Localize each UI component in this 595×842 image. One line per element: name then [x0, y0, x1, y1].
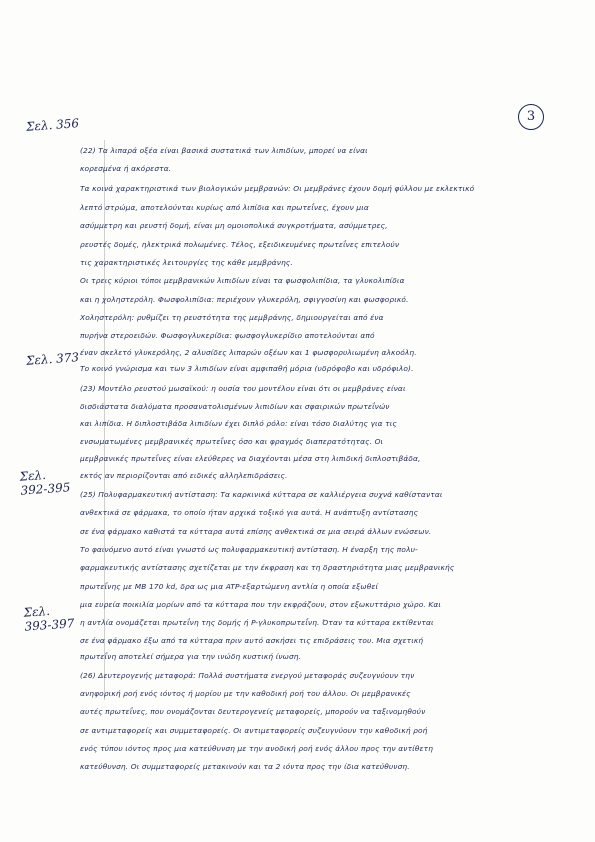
text-line: πρωτεΐνης με ΜΒ 170 kd, δρα ως μια ATP-εξαρτώμενη αντλία η οποία εξωθεί [80, 582, 379, 591]
text-line: κορεσμένα ή ακόρεστα. [80, 164, 172, 173]
page-number: 3 [526, 109, 536, 124]
text-line: (22) Τα λιπαρά οξέα είναι βασικά συστατικά των λιπιδίων, μπορεί να είναι [80, 146, 368, 155]
margin-note-2: Σελ. 373 [25, 350, 80, 368]
text-line: αυτές πρωτεΐνες, που ονομάζονται δευτερογενείς μεταφορείς, μπορούν να ταξινομηθούν [80, 707, 426, 716]
text-line: εκτός αν περιορίζονται από ειδικές αλληλεπιδράσεις. [80, 471, 288, 480]
text-line: Χοληστερόλη: ρυθμίζει τη ρευστότητα της μεμβράνης, δημιουργείται από ένα [80, 313, 384, 322]
text-line: (26) Δευτερογενής μεταφορά: Πολλά συστήματα ενεργού μεταφοράς συζευγνύουν την [80, 671, 415, 680]
text-line: η αντλία ονομάζεται πρωτεΐνη της δομής ή P-γλυκοπρωτεΐνη. Όταν τα κύτταρα εκτίθενται [80, 618, 434, 627]
text-line: και λιπίδια. Η διπλοστιβάδα λιπιδίων έχει διπλό ρόλο: είναι τόσο διαλύτης για τις [80, 419, 397, 428]
text-line: ενσωματωμένες μεμβρανικές πρωτεΐνες όσο και φραγμός διαπερατότητας. Οι [80, 437, 384, 446]
text-line: φαρμακευτικής αντίστασης σχετίζεται με την έκφραση και τη δραστηριότητα μιας μεμβρανικής [80, 563, 455, 572]
text-line: Τα κοινά χαρακτηριστικά των βιολογικών μεμβρανών: Οι μεμβράνες έχουν δομή φύλλου με εκλεκτικό [80, 184, 475, 193]
text-line: σε ένα φάρμακο έξω από τα κύτταρα πριν αυτό ασκήσει τις επιδράσεις του. Μια σχετική [80, 636, 424, 645]
text-line: κατεύθυνση. Οι συμμεταφορείς μετακινούν και τα 2 ιόντα προς την ίδια κατεύθυνση. [80, 762, 410, 771]
text-line: ανηφορική ροή ενός ιόντος ή μορίου με την καθοδική ροή του άλλου. Οι μεμβρανικές [80, 689, 411, 698]
text-line: λεπτό στρώμα, αποτελούνται κυρίως από λιπίδια και πρωτεΐνες, έχουν μια [80, 203, 369, 212]
text-line: δισδιάστατα διαλύματα προσανατολισμένων λιπιδίων και σφαιρικών πρωτεΐνών [80, 402, 390, 411]
text-line: σε αντιμεταφορείς και συμμεταφορείς. Οι αντιμεταφορείς συζευγνύουν την καθοδική ροή [80, 726, 428, 735]
margin-note-1: Σελ. 356 [25, 116, 80, 134]
text-line: (25) Πολυφαρμακευτική αντίσταση: Τα καρκινικά κύτταρα σε καλλιέργεια συχνά καθίστανται [80, 490, 443, 499]
text-line: σε ένα φάρμακο καθιστά τα κύτταρα αυτά επίσης ανθεκτικά σε μια σειρά άλλων ενώσεων. [80, 527, 432, 536]
text-line: έναν σκελετό γλυκερόλης, 2 αλυσίδες λιπαρών οξέων και 1 φωσφορυλιωμένη αλκοόλη. [80, 348, 417, 357]
text-line: μια ευρεία ποικιλία μορίων από τα κύτταρα που την εκφράζουν, στον εξωκυττάριο χώρο. Και [80, 600, 442, 609]
text-line: μεμβρανικές πρωτεΐνες είναι ελεύθερες να διαχέονται μέσα στη λιπιδική διπλοστιβάδα, [80, 454, 421, 463]
text-line: ενός τύπου ιόντος προς μια κατεύθυνση με την ανοδική ροή ενός άλλου προς την αντίθετη [80, 744, 434, 753]
margin-note-3: Σελ. 392-395 [19, 467, 71, 498]
text-line: (23) Μοντέλο ρευστού μωσαϊκού: η ουσία του μοντέλου είναι ότι οι μεμβράνες είναι [80, 384, 406, 393]
text-line: πυρήνα στεροειδών. Φωσφογλυκερίδια: φωσφογλυκερίδιο αποτελούνται από [80, 331, 375, 340]
text-line: και η χοληστερόλη. Φωσφολιπίδια: περιέχουν γλυκερόλη, σφιγγοσίνη και φωσφορικό. [80, 295, 409, 304]
text-line: ρευστές δομές, ηλεκτρικά πολωμένες. Τέλος, εξειδικευμένες πρωτεΐνες επιτελούν [80, 240, 400, 249]
page-number-circle [518, 104, 544, 130]
text-line: ασύμμετρη και ρευστή δομή, είναι μη ομοιοπολικά συγκροτήματα, ασύμμετρες, [80, 221, 388, 230]
text-line: Το φαινόμενο αυτό είναι γνωστό ως πολυφαρμακευτική αντίσταση. Η έναρξη της πολυ- [80, 545, 418, 554]
text-line: Οι τρεις κύριοι τύποι μεμβρανικών λιπιδίων είναι τα φωσφολιπίδια, τα γλυκολιπίδια [80, 276, 405, 285]
text-line: ανθεκτικά σε φάρμακα, το οποίο ήταν αρχικά τοξικό για αυτά. Η ανάπτυξη αντίστασης [80, 508, 419, 517]
text-line: τις χαρακτηριστικές λειτουργίες της κάθε μεμβράνης. [80, 258, 293, 267]
text-line: πρωτεΐνη αποτελεί σήμερα για την ινώδη κυστική ίνωση. [80, 652, 302, 661]
text-line: Το κοινό γνώρισμα και των 3 λιπιδίων είναι αμφιπαθή μόρια (υδρόφοβο και υδρόφιλο). [80, 364, 414, 373]
margin-note-4: Σελ. 393-397 [23, 603, 75, 634]
